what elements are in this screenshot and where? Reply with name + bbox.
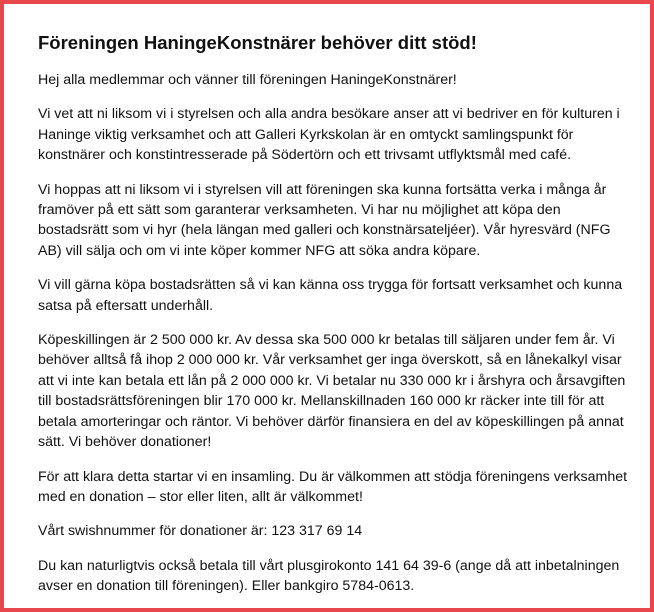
document-title: Föreningen HaningeKonstnärer behöver ditt stöd! bbox=[38, 32, 477, 53]
paragraph-greeting: Hej alla medlemmar och vänner till föreningen HaningeKonstnärer! bbox=[38, 72, 457, 88]
paragraph-payment-accounts: Du kan naturligtvis också betala till vårt plusgirokonto 141 64 39-6 (ange då att inbetalningen avser en donation till föreningen). Eller bankgiro 5784-0613. bbox=[38, 557, 620, 595]
paragraph-motivation: Vi vill gärna köpa bostadsrätten så vi kan känna oss trygga för fortsatt verksamhet och kunna satsa på eftersatt underhåll. bbox=[38, 277, 623, 314]
paragraph-finances: Köpeskillingen är 2 500 000 kr. Av dessa ska 500 000 kr betalas till säljaren under fem år. Vi behöver alltså få ihop 2 000 000 kr. Vår verksamhet ger inga överskott, så en lånekalkyl visar att vi inte kan betala ett lån på 2 000 000 kr. Vi betalar nu 330 000 kr i årshyra och årsavgiften till bostadsrättsföreningen blir 170 000 kr. Mellanskillnaden 160 000 kr räcker inte till för att betala amorteringar och räntor. Vi behöver därför finansiera en del av köpeskillingen på annat sätt. Vi behöver donationer! bbox=[38, 332, 626, 451]
paragraph-swish: Vårt swishnummer för donationer är: 123 317 69 14 bbox=[38, 523, 363, 540]
document-body bbox=[38, 30, 632, 611]
paragraph-about-verksamhet: Vi vet att ni liksom vi i styrelsen och alla andra besökare anser att vi bedriver en för kulturen i Haninge viktig verksamhet och att Galleri Kyrkskolan är en omtyckt samlingspunkt för konstnärer och konstintresserade på Södertörn och ett trivsamt utflyktsmål med café. bbox=[38, 106, 620, 164]
paragraph-bostadsratt-opportunity: Vi hoppas att ni liksom vi i styrelsen vill att föreningen ska kunna fortsätta verka i många år framöver på ett sätt som garanterar verksamheten. Vi har nu möjlighet att köpa den bostadsrätt som vi hyr (hela längan med galleri och konstnärsateljéer). Vår hyresvärd (NFG AB) vill sälja och om vi inte köper kommer NFG att söka andra köpare. bbox=[38, 181, 611, 259]
paragraph-fundraiser: För att klara detta startar vi en insamling. Du är välkommen att stödja föreningens verksamhet med en donation – stor eller liten, allt är välkommet! bbox=[38, 468, 628, 505]
